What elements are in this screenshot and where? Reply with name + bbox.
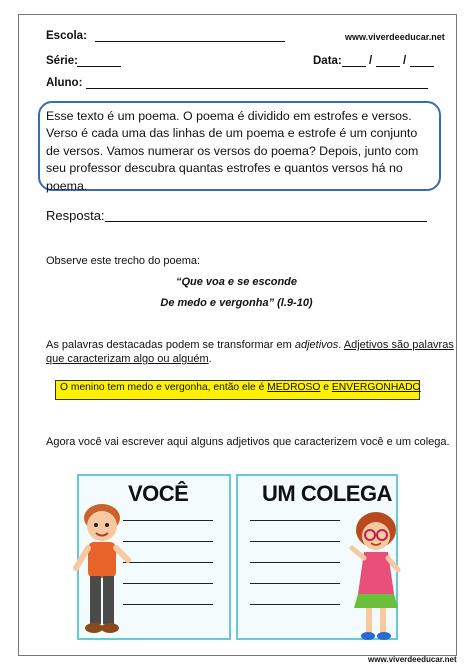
answer-label: Resposta:	[46, 208, 105, 223]
adjectives-paragraph-line-2	[46, 353, 212, 365]
card-colleague-title: UM COLEGA	[262, 481, 392, 506]
school-label: Escola:	[46, 30, 87, 42]
school-field[interactable]	[95, 30, 285, 42]
boy-illustration	[72, 498, 132, 648]
answer-line[interactable]	[250, 541, 340, 542]
student-field[interactable]	[86, 77, 428, 89]
answer-line[interactable]	[123, 541, 213, 542]
example-sentence	[60, 382, 421, 393]
answer-line[interactable]	[250, 562, 340, 563]
answer-line[interactable]	[250, 583, 340, 584]
card-you-title: VOCÊ	[128, 481, 189, 506]
adjectives-paragraph-line-1	[46, 339, 454, 351]
website-header: www.viverdeeducar.net	[345, 32, 445, 42]
adjectives-text: .	[338, 339, 344, 351]
student-label: Aluno:	[46, 77, 83, 89]
poem-line-2: De medo e vergonha” (l.9-10)	[160, 297, 313, 309]
adjectives-italic-word: adjetivos	[294, 339, 339, 351]
answer-line[interactable]	[250, 520, 340, 521]
answer-line[interactable]	[123, 562, 213, 563]
poem-line-1: “Que voa e se esconde	[175, 276, 298, 288]
date-separator: /	[369, 55, 373, 67]
grade-label: Série:	[46, 55, 78, 67]
example-text: e	[320, 382, 332, 393]
date-separator: /	[403, 55, 407, 67]
girl-illustration	[344, 508, 406, 648]
answer-line[interactable]	[250, 604, 340, 605]
task-instruction: Agora você vai escrever aqui alguns adjetivos que caracterizem você e um colega.	[46, 436, 450, 448]
date-month-field[interactable]	[376, 55, 400, 67]
date-day-field[interactable]	[342, 55, 366, 67]
adjectives-text: As palavras destacadas podem se transformar em	[46, 339, 295, 351]
date-year-field[interactable]	[410, 55, 434, 67]
answer-line[interactable]	[123, 520, 213, 521]
adjectives-definition-end: que caracterizam algo ou alguém	[46, 353, 209, 365]
excerpt-instruction: Observe este trecho do poema:	[46, 255, 201, 267]
answer-line[interactable]	[123, 604, 213, 605]
example-word-medroso: MEDROSO	[267, 382, 321, 393]
example-word-envergonhado: ENVERGONHADO	[331, 382, 421, 393]
answer-field[interactable]	[105, 208, 427, 222]
example-text: O menino tem medo e vergonha, então ele é	[60, 382, 268, 393]
answer-line[interactable]	[123, 583, 213, 584]
adjectives-definition-start: Adjetivos são palavras	[343, 339, 454, 351]
date-label: Data:	[313, 55, 342, 67]
grade-field[interactable]	[77, 55, 121, 67]
intro-text: Esse texto é um poema. O poema é dividido em estrofes e versos. Verso é cada uma das linhas de um poema e estrofe é um conjunto de versos. Vamos numerar os versos do poema? Depois, junto com seu professor descubra quantas estrofes e quantos versos há no poema.	[46, 109, 419, 193]
website-footer: www.viverdeeducar.net	[368, 655, 457, 664]
adjectives-text: .	[208, 353, 212, 365]
